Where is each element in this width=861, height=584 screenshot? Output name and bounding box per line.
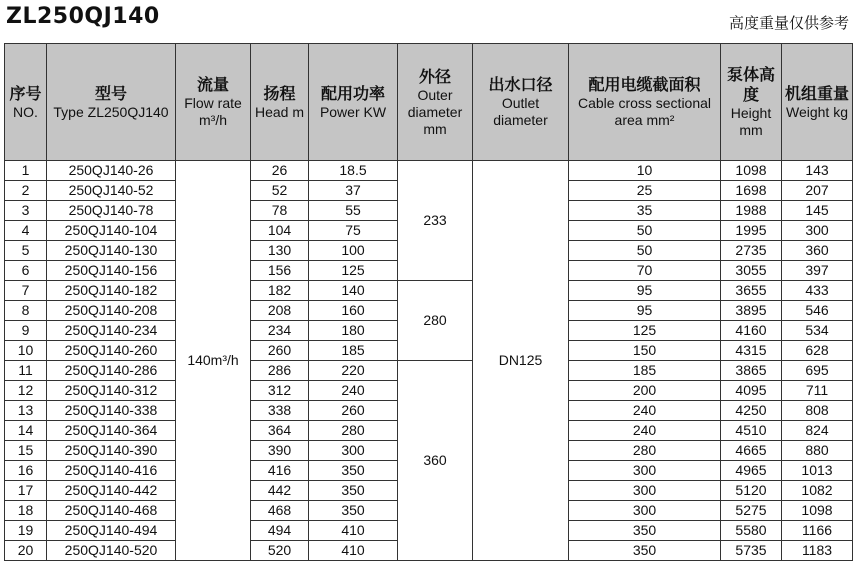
cell-power: 180	[309, 321, 398, 341]
header-row	[5, 44, 853, 161]
cell-power: 55	[309, 201, 398, 221]
cell-power: 410	[309, 541, 398, 561]
cell-no: 13	[5, 401, 47, 421]
cell-height: 2735	[721, 241, 782, 261]
cell-height: 3655	[721, 281, 782, 301]
cell-head: 182	[251, 281, 309, 301]
cell-cable-area: 95	[569, 281, 721, 301]
cell-cable-area: 185	[569, 361, 721, 381]
cell-type: 250QJ140-364	[47, 421, 176, 441]
cell-weight: 300	[782, 221, 853, 241]
page-title: ZL250QJ140	[6, 4, 160, 29]
cell-height: 4095	[721, 381, 782, 401]
cell-weight: 143	[782, 161, 853, 181]
cell-weight: 711	[782, 381, 853, 401]
cell-no: 12	[5, 381, 47, 401]
cell-type: 250QJ140-468	[47, 501, 176, 521]
cell-cable-area: 280	[569, 441, 721, 461]
cell-cable-area: 50	[569, 221, 721, 241]
header-power: 配用功率 Power KW	[309, 44, 398, 161]
cell-height: 4250	[721, 401, 782, 421]
cell-type: 250QJ140-208	[47, 301, 176, 321]
cell-weight: 145	[782, 201, 853, 221]
cell-outer-diameter: 233	[398, 161, 473, 281]
cell-flow-rate: 140m³/h	[176, 161, 251, 561]
cell-head: 52	[251, 181, 309, 201]
table-row	[5, 281, 853, 301]
cell-height: 5275	[721, 501, 782, 521]
cell-weight: 1166	[782, 521, 853, 541]
cell-head: 494	[251, 521, 309, 541]
cell-power: 125	[309, 261, 398, 281]
cell-cable-area: 300	[569, 481, 721, 501]
cell-height: 1995	[721, 221, 782, 241]
cell-no: 1	[5, 161, 47, 181]
cell-weight: 433	[782, 281, 853, 301]
cell-cable-area: 95	[569, 301, 721, 321]
cell-weight: 534	[782, 321, 853, 341]
cell-type: 250QJ140-286	[47, 361, 176, 381]
cell-height: 3865	[721, 361, 782, 381]
cell-head: 364	[251, 421, 309, 441]
cell-power: 37	[309, 181, 398, 201]
cell-weight: 546	[782, 301, 853, 321]
spec-table	[4, 43, 853, 561]
cell-type: 250QJ140-52	[47, 181, 176, 201]
cell-no: 15	[5, 441, 47, 461]
cell-cable-area: 35	[569, 201, 721, 221]
cell-cable-area: 240	[569, 421, 721, 441]
cell-cable-area: 70	[569, 261, 721, 281]
cell-no: 18	[5, 501, 47, 521]
cell-weight: 397	[782, 261, 853, 281]
header-type: 型号 Type ZL250QJ140	[47, 44, 176, 161]
cell-head: 104	[251, 221, 309, 241]
cell-cable-area: 10	[569, 161, 721, 181]
cell-weight: 824	[782, 421, 853, 441]
cell-type: 250QJ140-494	[47, 521, 176, 541]
cell-height: 5120	[721, 481, 782, 501]
cell-power: 240	[309, 381, 398, 401]
cell-weight: 1082	[782, 481, 853, 501]
cell-power: 410	[309, 521, 398, 541]
cell-type: 250QJ140-104	[47, 221, 176, 241]
cell-head: 156	[251, 261, 309, 281]
cell-weight: 360	[782, 241, 853, 261]
cell-type: 250QJ140-234	[47, 321, 176, 341]
cell-height: 1698	[721, 181, 782, 201]
cell-power: 300	[309, 441, 398, 461]
cell-head: 130	[251, 241, 309, 261]
table-body	[5, 161, 853, 561]
cell-cable-area: 200	[569, 381, 721, 401]
cell-height: 5735	[721, 541, 782, 561]
cell-type: 250QJ140-520	[47, 541, 176, 561]
header-weight: 机组重量 Weight kg	[782, 44, 853, 161]
header-height: 泵体高度 Height mm	[721, 44, 782, 161]
cell-type: 250QJ140-338	[47, 401, 176, 421]
cell-no: 8	[5, 301, 47, 321]
cell-height: 4965	[721, 461, 782, 481]
cell-no: 10	[5, 341, 47, 361]
cell-cable-area: 350	[569, 521, 721, 541]
cell-power: 75	[309, 221, 398, 241]
cell-weight: 880	[782, 441, 853, 461]
cell-head: 208	[251, 301, 309, 321]
cell-power: 280	[309, 421, 398, 441]
cell-height: 1988	[721, 201, 782, 221]
cell-head: 520	[251, 541, 309, 561]
cell-type: 250QJ140-130	[47, 241, 176, 261]
cell-weight: 207	[782, 181, 853, 201]
cell-head: 234	[251, 321, 309, 341]
cell-head: 416	[251, 461, 309, 481]
cell-head: 286	[251, 361, 309, 381]
cell-type: 250QJ140-78	[47, 201, 176, 221]
table-row	[5, 161, 853, 181]
cell-weight: 1013	[782, 461, 853, 481]
cell-type: 250QJ140-390	[47, 441, 176, 461]
cell-head: 260	[251, 341, 309, 361]
cell-weight: 628	[782, 341, 853, 361]
cell-height: 3055	[721, 261, 782, 281]
cell-no: 7	[5, 281, 47, 301]
cell-head: 442	[251, 481, 309, 501]
cell-cable-area: 150	[569, 341, 721, 361]
cell-height: 4510	[721, 421, 782, 441]
cell-power: 185	[309, 341, 398, 361]
cell-height: 4315	[721, 341, 782, 361]
cell-power: 100	[309, 241, 398, 261]
cell-no: 4	[5, 221, 47, 241]
cell-weight: 695	[782, 361, 853, 381]
table-row	[5, 361, 853, 381]
cell-power: 18.5	[309, 161, 398, 181]
cell-outer-diameter: 360	[398, 361, 473, 561]
cell-head: 312	[251, 381, 309, 401]
cell-type: 250QJ140-312	[47, 381, 176, 401]
cell-head: 78	[251, 201, 309, 221]
cell-type: 250QJ140-416	[47, 461, 176, 481]
cell-no: 9	[5, 321, 47, 341]
header-no: 序号 NO.	[5, 44, 47, 161]
cell-power: 160	[309, 301, 398, 321]
cell-no: 19	[5, 521, 47, 541]
cell-no: 20	[5, 541, 47, 561]
cell-weight: 1098	[782, 501, 853, 521]
cell-type: 250QJ140-26	[47, 161, 176, 181]
cell-height: 4665	[721, 441, 782, 461]
cell-no: 11	[5, 361, 47, 381]
cell-no: 5	[5, 241, 47, 261]
cell-cable-area: 300	[569, 501, 721, 521]
cell-weight: 808	[782, 401, 853, 421]
header-head: 扬程 Head m	[251, 44, 309, 161]
cell-head: 390	[251, 441, 309, 461]
reference-note: 高度重量仅供参考	[728, 14, 849, 32]
cell-type: 250QJ140-182	[47, 281, 176, 301]
cell-power: 350	[309, 481, 398, 501]
cell-type: 250QJ140-442	[47, 481, 176, 501]
cell-type: 250QJ140-156	[47, 261, 176, 281]
cell-no: 17	[5, 481, 47, 501]
cell-cable-area: 50	[569, 241, 721, 261]
cell-power: 260	[309, 401, 398, 421]
cell-weight: 1183	[782, 541, 853, 561]
cell-no: 3	[5, 201, 47, 221]
cell-power: 350	[309, 461, 398, 481]
cell-height: 5580	[721, 521, 782, 541]
cell-height: 3895	[721, 301, 782, 321]
cell-cable-area: 240	[569, 401, 721, 421]
cell-power: 350	[309, 501, 398, 521]
header-cable-area: 配用电缆截面积 Cable cross sectional area mm²	[569, 44, 721, 161]
cell-head: 468	[251, 501, 309, 521]
cell-power: 220	[309, 361, 398, 381]
cell-no: 2	[5, 181, 47, 201]
cell-power: 140	[309, 281, 398, 301]
header-outer-diameter: 外径 Outer diameter mm	[398, 44, 473, 161]
cell-height: 4160	[721, 321, 782, 341]
cell-cable-area: 25	[569, 181, 721, 201]
cell-outer-diameter: 280	[398, 281, 473, 361]
cell-outlet-diameter: DN125	[473, 161, 569, 561]
cell-no: 16	[5, 461, 47, 481]
cell-cable-area: 125	[569, 321, 721, 341]
cell-no: 14	[5, 421, 47, 441]
cell-head: 338	[251, 401, 309, 421]
cell-cable-area: 350	[569, 541, 721, 561]
header-outlet-diameter: 出水口径 Outlet diameter	[473, 44, 569, 161]
cell-no: 6	[5, 261, 47, 281]
cell-type: 250QJ140-260	[47, 341, 176, 361]
cell-height: 1098	[721, 161, 782, 181]
cell-head: 26	[251, 161, 309, 181]
cell-cable-area: 300	[569, 461, 721, 481]
header-flow-rate: 流量 Flow rate m³/h	[176, 44, 251, 161]
